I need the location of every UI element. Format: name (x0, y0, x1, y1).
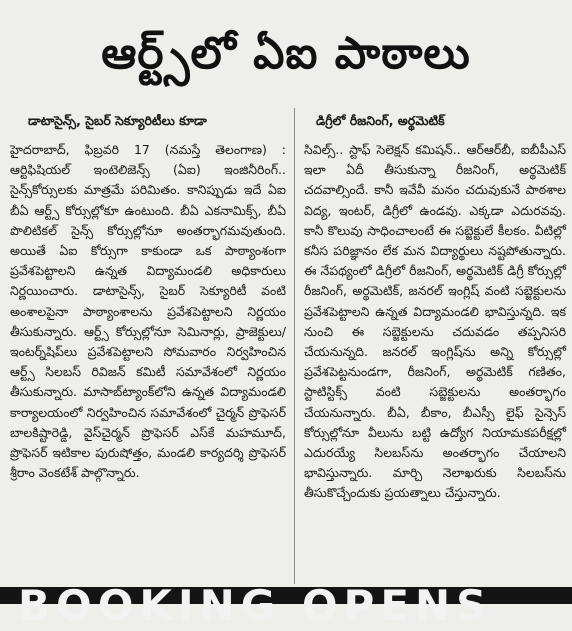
left-article-body: హైదరాబాద్, ఫిబ్రవరి 17 (నమస్తే తెలంగాణ) : ఆర్టిఫిషియల్ ఇంటెలిజెన్స్ (ఏఐ) ఇంజినీరింగ్.. సైన్స్‌కోర్సులకు మాత్రమే పరిమితం. కానిప్పుడు ఇదే ఏఐ బీఏ ఆర్ట్స్ కోర్సుల్లోకూ ఉంటుంది. బీఏ ఎకనామిక్స్, బీఏ పొలిటికల్ సైన్స్ కోర్సుల్లోనూ అంతర్భాగమవుతుంది. అయితే ఏఐ కోర్సుగా కాకుండా ఒక పాఠ్యాంశంగా ప్రవేశపెట్టాలని ఉన్నత విద్యామండలి అధికారులు నిర్ణయించారు. డాటాసైన్స్, సైబర్ సెక్యూరిటీ వంటి అంశాలపైనా పాఠ్యాంశాలను ప్రవేశపెట్టాలని నిర్ణయం తీసుకున్నారు. ఆర్ట్స్ కోర్సుల్లోనూ సెమినార్లు, ప్రాజెక్టులు/ ఇంటర్న్‌షిప్‌లు ప్రవేశపెట్టాలని సోమవారం నిర్వహించిన ఆర్ట్స్ సిలబస్ రివిజన్ కమిటీ సమావేశంలో నిర్ణయం తీసుకున్నారు. మాసాబ్‌ట్యాంక్‌లోని ఉన్నత విద్యామండలి కార్యాలయంలో నిర్వహించిన సమావేశంలో చైర్మన్ ప్రొఫెసర్ బాలకిష్టారెడ్డి, వైస్‌చైర్మన్ ప్రొఫెసర్ ఎస్‌కే మహమూద్, ప్రొఫెసర్ ఇటికాల పురుషోత్తం, మండలి కార్యదర్శి ప్రొఫెసర్ శ్రీరాం వెంకటేశ్ పాల్గొన్నారు. (10, 142, 286, 481)
right-column (304, 112, 566, 504)
left-column (10, 112, 286, 483)
right-article-body: సివిల్స్.. స్టాఫ్ సెలెక్షన్ కమిషన్.. ఆర్‌ఆర్‌బీ, ఐబీపీఎస్ ఇలా ఏదీ తీసుకున్నా రీజనింగ్, అర్థమెటిక్ చదవాల్సిందే. కానీ ఇవేవీ మనం చదువుకునే పాఠశాల విద్య, ఇంటర్, డిగ్రీలో ఉండవు. ఎక్కడా ఎదురవవు. కానీ కొలువు సాధించాలంటే ఈ సబ్జెక్టులే కీలకం. వీటిల్లో కనీస పరిజ్ఞానం లేక మన విద్యార్థులు నష్టపోతున్నారు. ఈ నేపథ్యంలో డిగ్రీలో రీజనింగ్, అర్థమెటిక్ డిగ్రీ కోర్సుల్లో రీజనింగ్, అర్థమెటిక్, జనరల్ ఇంగ్లిష్ వంటి సబ్జెక్టులను ప్రవేశపెట్టాలని ఉన్నత విద్యామండలి భావిస్తున్నది. ఇక నుంచి ఈ సబ్జెక్టులను చదువడం తప్పనిసరి చేయనున్నది. జనరల్ ఇంగ్లిష్‌ను అన్ని కోర్సుల్లో ప్రవేశపెట్టనుండగా, రీజనింగ్, అర్థమెటిక్ గణితం, స్టాటిస్టిక్స్ వంటి సబ్జెక్టులను అంతర్భాగం చేయనున్నారు. బీఏ, బీకాం, బీఎస్సీ లైఫ్ సైన్సెస్ కోర్సుల్లోనూ వీలును బట్టి ఉద్యోగ నియామకపరీక్షల్లో ఎదురయ్యే సిలబస్‌ను అంతర్భాగం చేయాలని భావిస్తున్నారు. మార్చి నెలాఖరుకు సిలబస్‌ను తీసుకొచ్చేందుకు ప్రయత్నాలు చేస్తున్నారు. (304, 142, 566, 501)
right-subheading: డిగ్రీలో రీజనింగ్, అర్థమెటిక్ (316, 113, 445, 128)
left-subheading: డాటాసైన్స్, సైబర్ సెక్యూరిటీలు కూడా (28, 113, 207, 128)
headline: ఆర్ట్స్‌లో ఏఐ పాఠాలు (101, 28, 471, 79)
banner-text: BOOKING OPENS (18, 581, 493, 630)
column-divider (294, 108, 295, 584)
advertisement-banner (0, 581, 572, 630)
